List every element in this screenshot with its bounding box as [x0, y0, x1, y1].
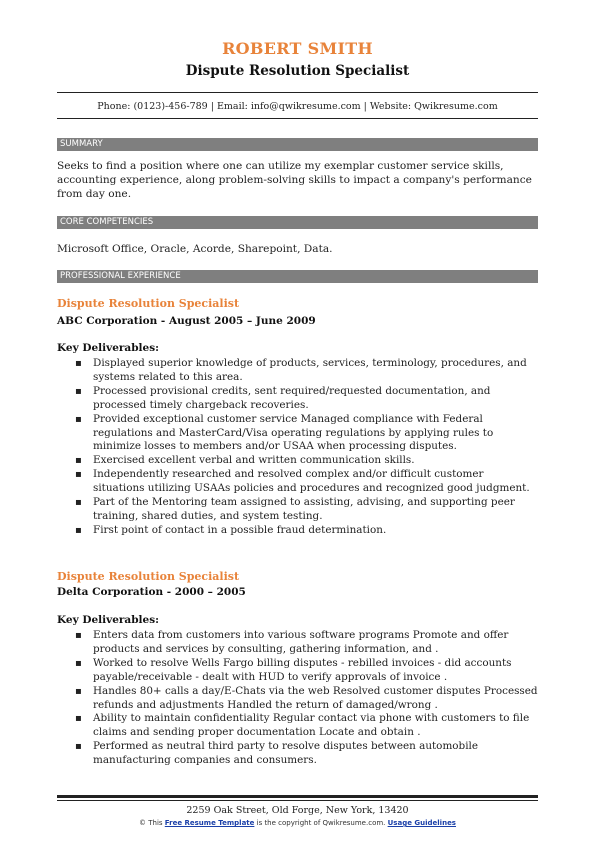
bullet-icon: ▪ [75, 741, 82, 753]
key-deliverables-label: Key Deliverables: [57, 342, 160, 354]
bullet-icon: ▪ [75, 358, 82, 369]
bullet-icon: ▪ [75, 630, 82, 641]
list-item [57, 524, 538, 538]
bullet-icon: ▪ [75, 685, 82, 697]
section-heading-competencies: CORE COMPETENCIES [57, 216, 538, 229]
list-item-text: Ability to maintain confidentiality Regular contact via phone with customers to file claims and sending proper documentation Locate and obtain . [93, 712, 530, 739]
candidate-title: Dispute Resolution Specialist [185, 63, 410, 79]
section-heading-experience: PROFESSIONAL EXPERIENCE [57, 270, 538, 283]
list-item [57, 357, 538, 385]
section-heading-summary: SUMMARY [57, 138, 538, 151]
usage-guidelines-link[interactable]: Usage Guidelines [387, 819, 456, 827]
footer-address: 2259 Oak Street, Old Forge, New York, 13420 [186, 805, 409, 816]
list-item [57, 468, 538, 496]
footer-rule-thin [57, 800, 538, 801]
list-item-text: Worked to resolve Wells Fargo billing disputes - rebilled invoices - did accounts payable/receivable - dealt with HUD to verify approvals of invoice . [93, 656, 512, 683]
summary-text: Seeks to find a position where one can utilize my exemplar customer service skills, accounting experience, along problem-solving skills to impact a company's performance from day one. [57, 160, 532, 200]
list-item [57, 629, 538, 657]
bullet-icon: ▪ [75, 385, 82, 397]
job-title: Dispute Resolution Specialist [57, 297, 240, 310]
list-item-text: Performed as neutral third party to resolve disputes between automobile manufacturing companies and consumers. [93, 740, 478, 767]
job-company: Delta Corporation - 2000 – 2005 [57, 586, 246, 598]
list-item-text: Displayed superior knowledge of products, services, terminology, procedures, and systems related to this area. [93, 357, 527, 383]
bullet-icon: ▪ [75, 469, 82, 481]
key-deliverables-label: Key Deliverables: [57, 614, 160, 626]
job-title: Dispute Resolution Specialist [57, 570, 240, 583]
list-item [57, 496, 538, 524]
list-item-text: Processed provisional credits, sent required/requested documentation, and processed timely chargeback recoveries. [93, 384, 491, 411]
bullet-icon: ▪ [75, 455, 82, 467]
copyright-prefix: © This [139, 819, 163, 827]
deliverables-list [57, 357, 538, 538]
list-item-text: Provided exceptional customer service Managed compliance with Federal regulations and MasterCard/Visa operating regulations by applying rules to minimize losses to members and/or USAA when processing disputes. [93, 412, 494, 453]
contact-line: Phone: (0123)-456-789 | Email: info@qwikresume.com | Website: Qwikresume.com [97, 101, 498, 112]
list-item-text: Enters data from customers into various software programs Promote and offer products and services by consulting, gathering information, and . [93, 629, 509, 655]
list-item [57, 685, 538, 713]
list-item [57, 413, 538, 455]
list-item [57, 740, 538, 768]
list-item [57, 657, 538, 685]
list-item-text: Part of the Mentoring team assigned to assisting, advising, and supporting peer training, shared duties, and system testing. [93, 496, 515, 522]
candidate-name: ROBERT SMITH [222, 39, 373, 58]
bullet-icon: ▪ [75, 657, 82, 669]
footer-copyright [0, 819, 595, 827]
list-item [57, 712, 538, 740]
footer-rule-thick [57, 795, 538, 798]
bullet-icon: ▪ [75, 713, 82, 725]
competencies-text: Microsoft Office, Oracle, Acorde, Sharepoint, Data. [57, 243, 333, 255]
bullet-icon: ▪ [75, 524, 82, 536]
list-item [57, 454, 538, 468]
bullet-icon: ▪ [75, 413, 82, 425]
contact-rule [57, 118, 538, 119]
bullet-icon: ▪ [75, 497, 82, 509]
copyright-middle: is the copyright of Qwikresume.com. [256, 819, 386, 827]
list-item-text: Independently researched and resolved complex and/or difficult customer situations utilizing USAAs policies and procedures and recognized good judgment. [93, 468, 530, 495]
header-rule [57, 92, 538, 93]
list-item-text: Handles 80+ calls a day/E-Chats via the web Resolved customer disputes Processed refunds and adjustments Handled the return of damaged/wrong . [93, 684, 538, 711]
list-item [57, 385, 538, 413]
deliverables-list [57, 629, 538, 768]
list-item-text: First point of contact in a possible fraud determination. [93, 523, 387, 536]
job-company: ABC Corporation - August 2005 – June 2009 [57, 315, 316, 327]
free-resume-template-link[interactable]: Free Resume Template [164, 819, 255, 827]
list-item-text: Exercised excellent verbal and written communication skills. [93, 454, 415, 467]
